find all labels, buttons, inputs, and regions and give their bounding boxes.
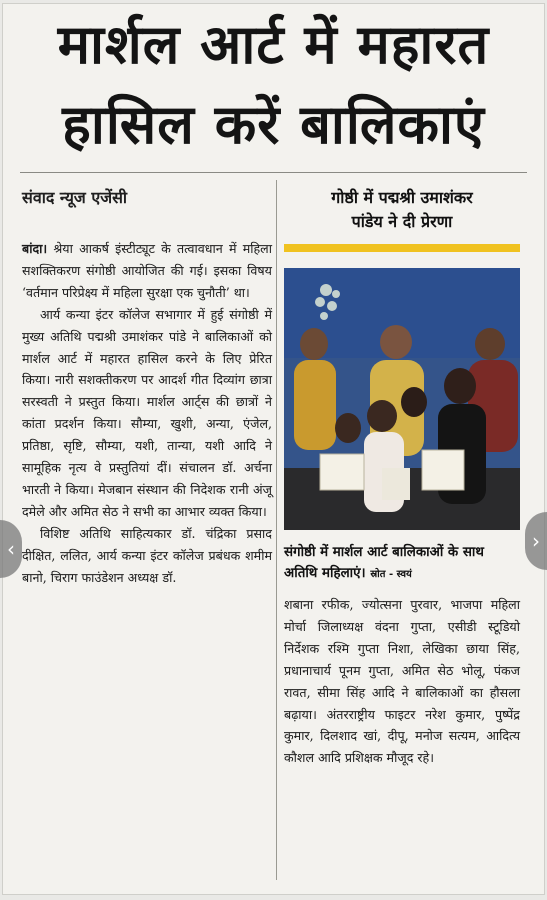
article-paragraph-3: विशिष्ट अतिथि साहित्यकार डॉ. चंद्रिका प्रसाद दीक्षित, ललित, आर्य कन्या इंटर कॉलेज प्रबंधक शमीम बानो, चिराग फाउंडेशन अध्यक्ष डॉ.: [22, 525, 272, 585]
headline-divider: [20, 172, 527, 173]
event-photo-illustration: [284, 268, 520, 530]
chevron-left-icon: ‹: [7, 537, 15, 561]
chevron-right-icon: ›: [532, 529, 540, 553]
article-paragraph-2: आर्य कन्या इंटर कॉलेज सभागार में हुई संगोष्ठी में मुख्य अतिथि पद्मश्री उमाशंकर पांडे ने बालिकाओं को मार्शल आर्ट में महारत हासिल करने के लिए प्रेरित किया। नारी सशक्तीकरण पर आदर्श गीत दिव्यांग छात्रा सरस्वती ने प्रस्तुत किया। मार्शल आर्ट्स की छात्रों ने कांता प्रदर्शन किया। सौम्या, खुशी, अन्या, एंजेल, प्रतिष्ठा, सृष्टि, सौम्या, यशी, तान्या, यशी आदि ने सामूहिक नृत्य वे प्रस्तुतियां दीं। संचालन डॉ. अर्चना भारती ने किया। मेजबान संस्थान की निदेशक रानी अंजू दमेले और अमित सेठ ने सभी का आभार व्यक्त किया।: [22, 306, 272, 519]
byline: संवाद न्यूज एजेंसी: [22, 188, 128, 207]
article-right-column: [284, 594, 520, 769]
photo-source: स्रोत - स्वयं: [370, 569, 412, 580]
subheadline-accent-bar: [284, 244, 520, 252]
subheadline-line-1: गोष्ठी में पद्मश्री उमाशंकर: [331, 188, 473, 207]
headline-line-2: हासिल करें बालिकाएं: [62, 93, 485, 156]
photo-caption: [284, 542, 520, 585]
article-paragraph-1: [22, 238, 272, 304]
article-left-column: [22, 238, 272, 589]
article-paragraph-4: शबाना रफीक, ज्योत्सना पुरवार, भाजपा महिला मोर्चा जिलाध्यक्ष वंदना गुप्ता, एसीडी स्टूडियो निर्देशक रश्मि गुप्ता निशा, लेखिका छाया सिंह, प्रधानाचार्य पूनम गुप्ता, अमित सेठ भोलू, पंकज रावत, सीमा सिंह आदि ने बालिकाओं का हौसला बढ़ाया। अंतरराष्ट्रीय फाइटर नरेश कुमार, पुष्पेंद्र कुमार, दिलशाद खां, दीपू, मनोज सत्यम, आदित्य कौशल आदि प्रशिक्षक मौजूद रहे।: [284, 597, 520, 766]
subheadline-line-2: पांडेय ने दी प्रेरणा: [351, 212, 453, 231]
article-paragraph-1-text: श्रेया आकर्ष इंस्टीट्यूट के तत्वावधान में महिला सशक्तिकरण संगोष्ठी आयोजित की गई। इसका विषय ‘वर्तमान परिप्रेक्ष्य में महिला सुरक्षा एक चुनौती’ था।: [22, 241, 272, 300]
headline-line-1: मार्शल आर्ट में महारत: [57, 13, 490, 76]
photo-caption-text: संगोष्ठी में मार्शल आर्ट बालिकाओं के साथ अतिथि महिलाएं।: [284, 545, 484, 581]
column-divider: [276, 180, 277, 880]
event-photo: [284, 268, 520, 530]
subheadline: [284, 186, 520, 234]
dateline-place: बांदा।: [22, 241, 48, 256]
